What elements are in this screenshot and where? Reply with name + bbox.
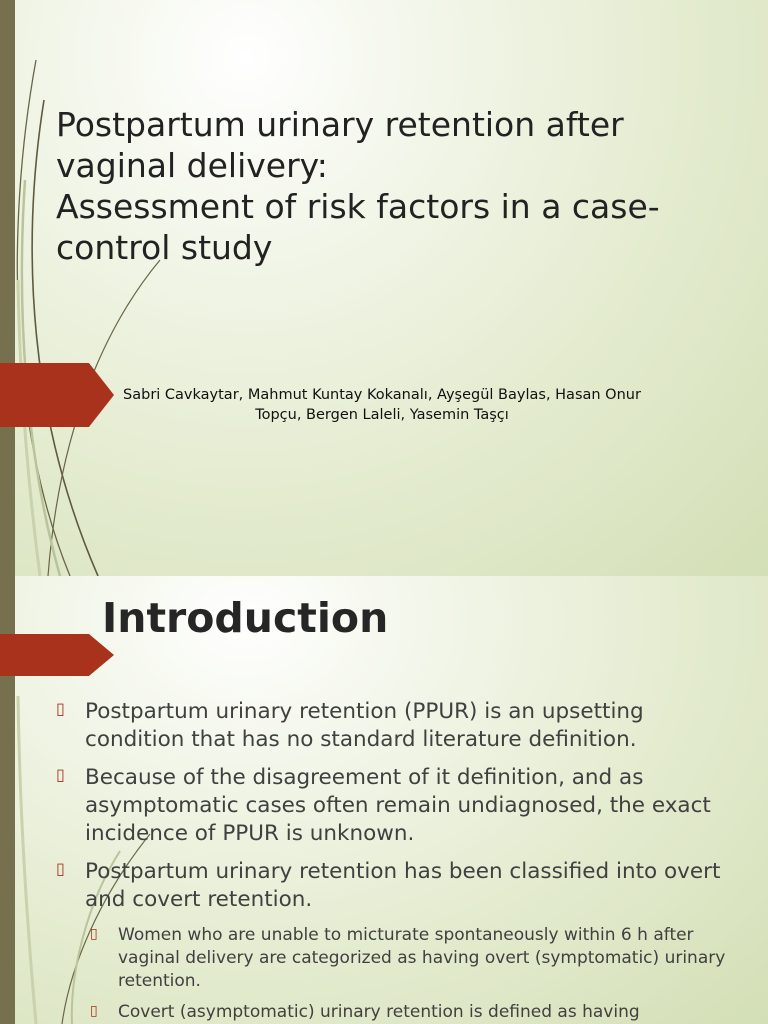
bullet-text: Postpartum urinary retention (PPUR) is an upsetting condition that has no standard literature definition. (85, 699, 644, 752)
sub-bullet-text: Covert (asymptomatic) urinary retention is defined as having (118, 1002, 640, 1022)
sub-bullet-text: Women who are unable to micturate spontaneously within 6 h after vaginal delivery are categorized as having overt (symptomatic) urinary retention. (118, 925, 726, 991)
sub-list-item (90, 924, 746, 993)
title-line: Postpartum urinary retention after (56, 105, 624, 144)
square-bullet-icon: ▯ (90, 1003, 98, 1019)
square-bullet-icon: ▯ (90, 926, 98, 942)
bullet-list (56, 698, 746, 1024)
square-bullet-icon: ▯ (56, 859, 65, 878)
square-bullet-icon: ▯ (56, 699, 65, 718)
square-bullet-icon: ▯ (56, 765, 65, 784)
slide-title (56, 104, 736, 268)
introduction-slide (0, 576, 768, 1024)
sub-list-item (90, 1001, 746, 1024)
list-item (56, 858, 746, 914)
slide-heading: Introduction (102, 594, 389, 642)
list-item (56, 698, 746, 754)
title-line: Assessment of risk factors in a case- (56, 187, 660, 226)
authors-line: Sabri Cavkaytar, Mahmut Kuntay Kokanalı, Ayşegül Baylas, Hasan Onur (123, 387, 641, 403)
authors (62, 385, 702, 425)
title-line: vaginal delivery: (56, 146, 328, 185)
authors-line: Topçu, Bergen Laleli, Yasemin Taşçı (255, 407, 509, 423)
list-item (56, 764, 746, 848)
decorative-swoosh-lines (0, 0, 220, 576)
bullet-text: Because of the disagreement of it definition, and as asymptomatic cases often remain undiagnosed, the exact incidence of PPUR is unknown. (85, 765, 711, 846)
left-accent-bar (0, 0, 15, 576)
title-line: control study (56, 228, 273, 267)
bullet-text: Postpartum urinary retention has been classified into overt and covert retention. (85, 859, 721, 912)
